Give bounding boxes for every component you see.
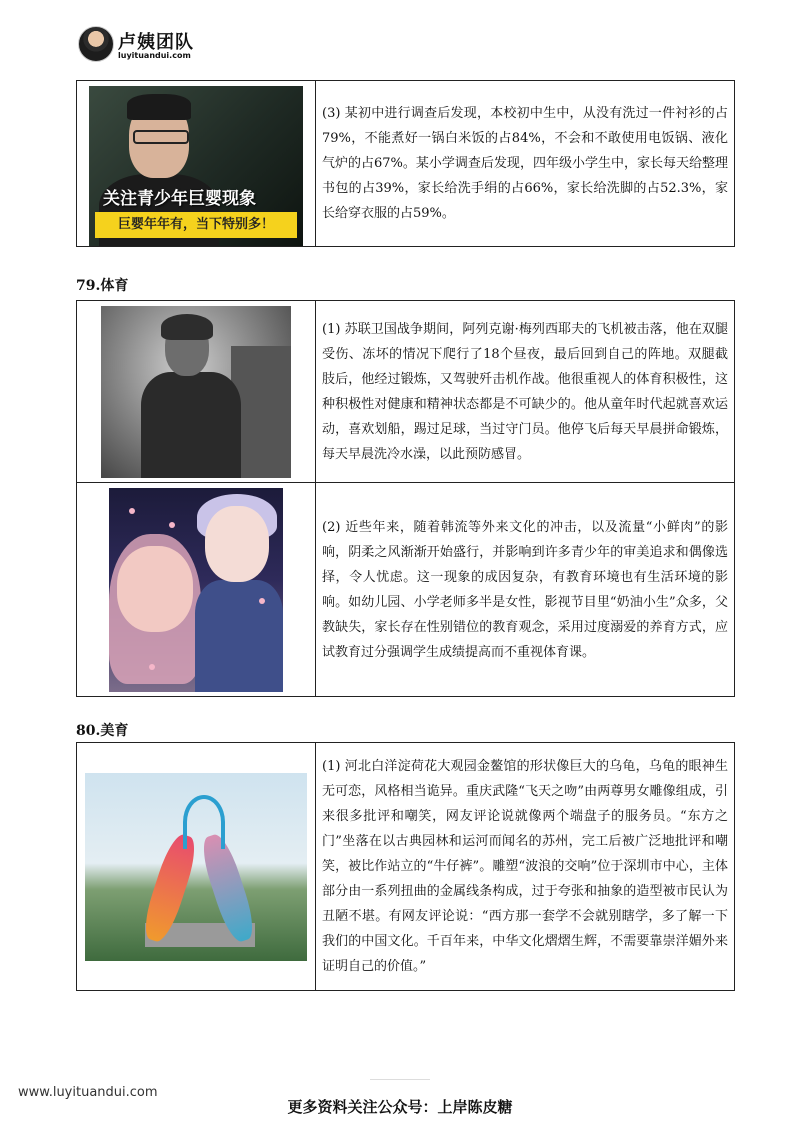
paragraph-giant-baby: (3) 某初中进行调查后发现，本校初中生中，从没有洗过一件衬衫的占79%，不能煮好一锅白米饭的占84%，不会和不敢使用电饭锅、液化气炉的占67%。某小学调查后发现，四年级小学生中，家长每天给整理书包的占39%，家长给洗手绢的占66%，家长给洗脚的占52.3%，家长给穿衣服的占59%。 [316, 81, 735, 247]
brand-name: 卢姨团队 [118, 32, 194, 53]
giant-baby-poster-image [89, 86, 303, 246]
section-title-aesthetics: 80.美育 [76, 723, 129, 739]
poster-caption-sub: 巨婴年年有，当下特别多！ [95, 212, 297, 238]
kiss-statue-photo-image [85, 773, 307, 961]
image-cell [77, 743, 316, 991]
poster-caption-main: 关注青少年巨婴现象 [103, 188, 256, 209]
image-cell [77, 483, 316, 697]
section-title-sports: 79.体育 [76, 278, 129, 294]
table-sports [76, 300, 735, 697]
footer-divider [370, 1079, 430, 1080]
pilot-photo-image [101, 306, 291, 478]
footer-url[interactable]: www.luyituandui.com [18, 1085, 158, 1100]
brand-url: luyituandui.com [118, 51, 191, 60]
table-block-78 [76, 80, 735, 247]
image-cell [77, 81, 316, 247]
table-aesthetics [76, 742, 735, 991]
footer-note: 更多资料关注公众号：上岸陈皮糖 [287, 1098, 513, 1116]
paragraph-pilot: (1) 苏联卫国战争期间，阿列克谢·梅列西耶夫的飞机被击落，他在双腿受伤、冻坏的情况下爬行了18个昼夜，最后回到自己的阵地。双腿截肢后，他经过锻炼，又驾驶歼击机作战。他很重视人的体育积极性，这种积极性对健康和精神状态都是不可缺少的。他从童年时代起就喜欢运动，喜欢划船，踢过足球，当过守门员。他停飞后每天早晨拼命锻炼，每天早晨洗冷水澡，以此预防感冒。 [316, 301, 735, 483]
brand-avatar [78, 26, 114, 62]
paragraph-ugly-buildings: (1) 河北白洋淀荷花大观园金鳌馆的形状像巨大的乌龟，乌龟的眼神生无可恋，风格相当诡异。重庆武隆“飞天之吻”由两尊男女雕像组成，引来很多批评和嘲笑，网友评论说就像两个端盘子的服务员。“东方之门”坐落在以古典园林和运河而闻名的苏州，完工后被广泛地批评和嘲笑，被比作站立的“牛仔裤”。雕塑“波浪的交响”位于深圳市中心，主体部分由一系列扭曲的金属线条构成，过于夸张和抽象的造型被市民认为丑陋不堪。有网友评论说：“西方那一套学不会就别瞎学，多了解一下我们的中国文化。千百年来，中华文化熠熠生辉，不需要靠崇洋媚外来证明自己的价值。” [316, 743, 735, 991]
image-cell [77, 301, 316, 483]
paragraph-effeminacy: (2) 近些年来，随着韩流等外来文化的冲击，以及流量“小鲜肉”的影响，阴柔之风渐渐开始盛行，并影响到许多青少年的审美追求和偶像选择，令人忧虑。这一现象的成因复杂，有教育环境也有生活环境的影响。如幼儿园、小学老师多半是女性，影视节目里“奶油小生”众多，父教缺失，家长存在性别错位的教育观念，采用过度溺爱的养育方式，应试教育过分强调学生成绩提高而不重视体育课。 [316, 483, 735, 697]
anime-illustration-image [109, 488, 283, 692]
